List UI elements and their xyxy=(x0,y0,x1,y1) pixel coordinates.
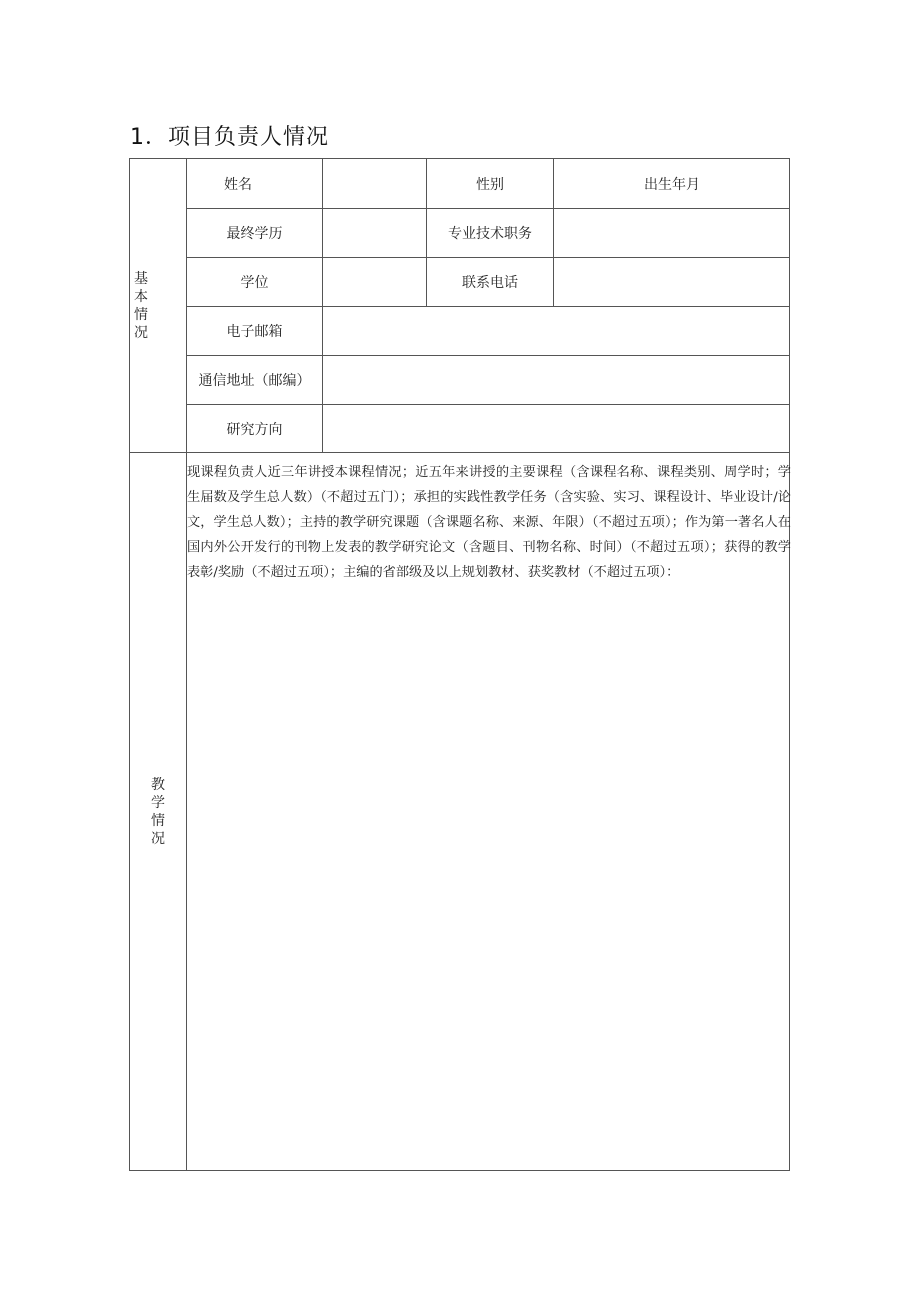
professional-title-label: 专业技术职务 xyxy=(448,226,532,242)
degree-label: 学位 xyxy=(240,275,269,291)
email-label: 电子邮箱 xyxy=(226,324,283,340)
gender-label: 性别 xyxy=(476,176,504,193)
teaching-info-group-label: 教学情况 xyxy=(151,777,165,847)
research-direction-input[interactable] xyxy=(323,405,790,452)
teaching-content-area[interactable] xyxy=(187,610,790,1170)
degree-input[interactable] xyxy=(323,258,426,306)
name-label: 姓名 xyxy=(224,176,252,193)
address-label: 通信地址（邮编） xyxy=(198,373,311,389)
name-input[interactable] xyxy=(323,159,426,208)
address-input[interactable] xyxy=(323,356,790,404)
teaching-instructions: 现课程负责人近三年讲授本课程情况；近五年来讲授的主要课程（含课程名称、课程类别、周学时；学生届数及学生总人数）（不超过五门）；承担的实践性教学任务（含实验、实习、课程设计、毕业设计/论文，学生总人数）；主持的教学研究课题（含课题名称、来源、年限）（不超过五项）；作为第一著名人在国内外公开发行的刊物上发表的教学研究论文（含题目、刊物名称、时间）（不超过五项）；获得的教学表彰/奖励（不超过五项）；主编的省部级及以上规划教材、获奖教材（不超过五项）： xyxy=(187,465,791,580)
research-direction-label: 研究方向 xyxy=(226,421,283,438)
basic-info-group-label: 基本情况 xyxy=(134,271,148,341)
education-input[interactable] xyxy=(323,209,426,257)
phone-label: 联系电话 xyxy=(462,275,518,291)
divider xyxy=(129,452,790,453)
professional-title-input[interactable] xyxy=(554,209,790,257)
phone-input[interactable] xyxy=(554,258,790,306)
education-label: 最终学历 xyxy=(226,226,283,242)
email-input[interactable] xyxy=(323,307,790,355)
birth-date-label: 出生年月 xyxy=(644,176,700,193)
section-title: 1．项目负责人情况 xyxy=(130,125,329,150)
